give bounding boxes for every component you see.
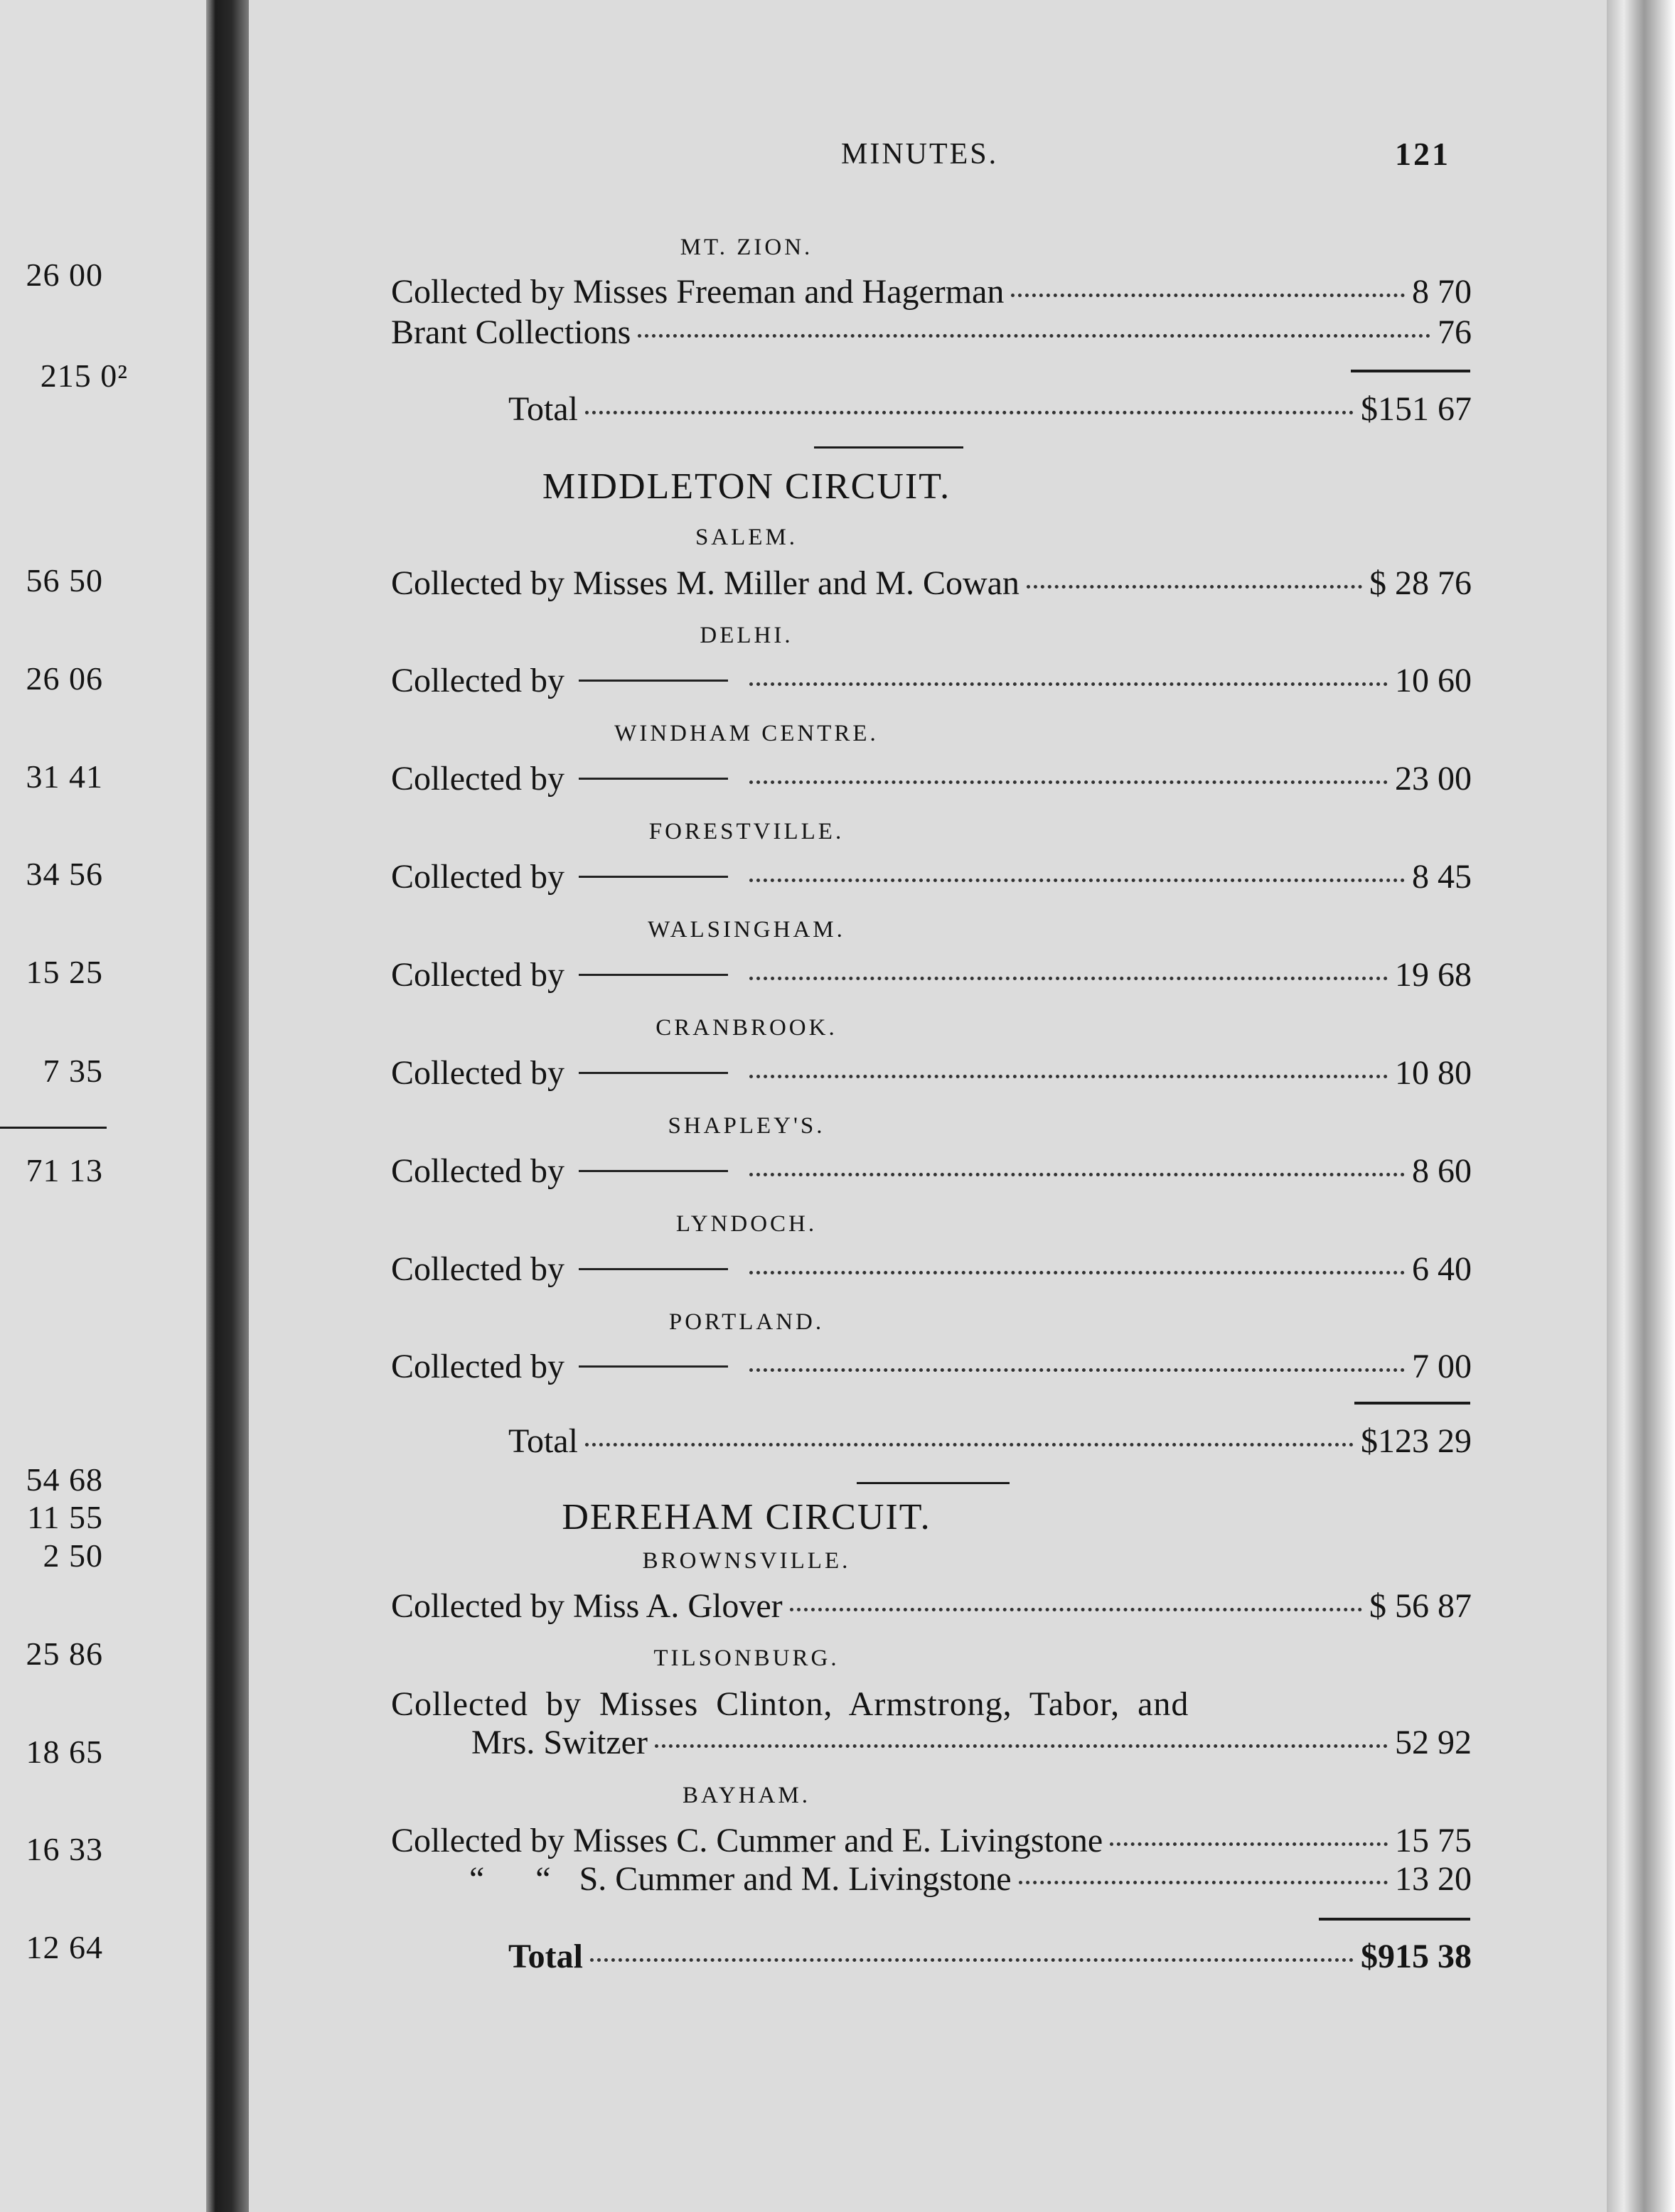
total-label: Total	[508, 1422, 578, 1460]
sum-rule	[1351, 370, 1470, 372]
place-heading: WINDHAM CENTRE.	[614, 721, 879, 746]
entry-label: Collected by Miss A. Glover	[391, 1587, 783, 1625]
leader-dots	[749, 682, 1388, 686]
entry-label: S. Cummer and M. Livingstone	[579, 1860, 1012, 1898]
sum-rule	[1319, 1918, 1470, 1921]
leader-dots	[749, 1173, 1405, 1176]
entry-amount: 23 00	[1395, 760, 1472, 798]
entry-amount: 76	[1438, 313, 1472, 351]
left-amount: 15 25	[26, 954, 103, 990]
blank-line	[579, 876, 728, 878]
entry-label: Collected by Misses Freeman and Hagerman	[391, 273, 1005, 311]
left-amount: 56 50	[26, 562, 103, 598]
place-heading: BROWNSVILLE.	[642, 1548, 851, 1574]
left-amount: 12 64	[26, 1929, 103, 1965]
leader-dots	[585, 411, 1354, 414]
entry-row	[391, 564, 1472, 603]
book-gutter	[206, 0, 249, 2212]
left-amount: 2 50	[43, 1537, 103, 1574]
leader-dots	[1110, 1842, 1388, 1846]
running-header: MINUTES.	[841, 138, 999, 171]
entry-label: Brant Collections	[391, 313, 631, 351]
left-amount: 26 00	[26, 257, 103, 293]
entry-row	[391, 1821, 1472, 1860]
left-amount: 215 0²	[40, 358, 128, 394]
leader-dots	[1011, 294, 1405, 297]
entry-label: Collected by	[391, 956, 564, 994]
place-heading: FORESTVILLE.	[648, 819, 845, 844]
leader-dots	[655, 1744, 1388, 1748]
sum-rule	[1354, 1402, 1470, 1405]
entry-amount: 52 92	[1395, 1724, 1472, 1761]
entry-amount: 8 60	[1412, 1152, 1472, 1190]
entry-row	[391, 1586, 1472, 1626]
total-amount: $915 38	[1361, 1938, 1472, 1975]
total-label: Total	[508, 390, 578, 428]
left-amount: 54 68	[26, 1461, 103, 1498]
leader-dots	[749, 977, 1388, 980]
page-edge	[1607, 0, 1675, 2212]
left-page-fragment	[0, 0, 206, 2212]
place-heading: WALSINGHAM.	[648, 917, 845, 943]
entry-row	[391, 1685, 1472, 1724]
section-separator	[857, 1482, 1010, 1484]
entry-label: Collected by	[391, 1054, 564, 1092]
left-amount: 11 55	[27, 1499, 103, 1535]
circuit-heading: DEREHAM CIRCUIT.	[562, 1497, 931, 1537]
left-amount: 7 35	[43, 1053, 103, 1089]
section-separator	[814, 446, 963, 449]
place-heading: CRANBROOK.	[655, 1015, 838, 1041]
leader-dots	[749, 1271, 1405, 1274]
leader-dots	[585, 1443, 1354, 1446]
total-row	[508, 390, 1472, 429]
place-heading: BAYHAM.	[683, 1783, 810, 1808]
entry-amount: 15 75	[1395, 1822, 1472, 1859]
entry-row	[391, 661, 1472, 700]
entry-label: Collected by	[391, 1152, 564, 1190]
total-amount: $151 67	[1361, 390, 1472, 428]
leader-dots	[1027, 585, 1362, 589]
left-amount: 16 33	[26, 1831, 103, 1867]
blank-line	[579, 1365, 728, 1368]
entry-amount: 19 68	[1395, 956, 1472, 994]
entry-label: Mrs. Switzer	[471, 1724, 648, 1761]
leader-dots	[749, 780, 1388, 784]
entry-row	[391, 857, 1472, 896]
entry-row	[391, 313, 1472, 352]
total-row	[508, 1422, 1472, 1461]
entry-label: Collected by Misses Clinton, Armstrong, Tabor, and	[391, 1685, 1189, 1723]
blank-line	[579, 1072, 728, 1074]
entry-row	[391, 272, 1472, 311]
entry-amount: 13 20	[1395, 1860, 1472, 1898]
left-amount: 31 41	[26, 758, 103, 795]
leader-dots	[790, 1608, 1362, 1611]
place-heading: SALEM.	[695, 525, 798, 550]
entry-amount: $ 56 87	[1369, 1587, 1472, 1625]
entry-label: Collected by	[391, 662, 564, 699]
entry-row	[391, 1151, 1472, 1191]
entry-label: Collected by	[391, 858, 564, 896]
entry-amount: $ 28 76	[1369, 564, 1472, 602]
leader-dots	[1019, 1881, 1388, 1884]
place-heading: SHAPLEY'S.	[668, 1113, 825, 1139]
left-amount: 25 86	[26, 1636, 103, 1672]
place-heading: TILSONBURG.	[653, 1645, 840, 1671]
place-heading: LYNDOCH.	[675, 1211, 818, 1237]
entry-label: Collected by Misses C. Cummer and E. Livingstone	[391, 1822, 1103, 1859]
entry-amount: 7 00	[1412, 1348, 1472, 1385]
blank-line	[579, 680, 728, 682]
entry-label: Collected by	[391, 760, 564, 798]
leader-dots	[749, 879, 1405, 882]
entry-amount: 10 60	[1395, 662, 1472, 699]
entry-label: Collected by	[391, 1348, 564, 1385]
total-row	[508, 1937, 1472, 1976]
total-amount: $123 29	[1361, 1422, 1472, 1460]
entry-label: Collected by Misses M. Miller and M. Cowan	[391, 564, 1020, 602]
place-heading: DELHI.	[700, 623, 793, 648]
left-amount: 71 13	[26, 1152, 103, 1188]
entry-row	[391, 1053, 1472, 1092]
entry-amount: 6 40	[1412, 1250, 1472, 1288]
blank-line	[579, 778, 728, 780]
place-heading: PORTLAND.	[668, 1309, 825, 1335]
ditto-marks: “ “	[469, 1860, 551, 1898]
place-heading: MT. ZION.	[680, 235, 813, 260]
entry-row	[391, 759, 1472, 798]
entry-row	[471, 1723, 1472, 1762]
entry-amount: 8 45	[1412, 858, 1472, 896]
circuit-heading: MIDDLETON CIRCUIT.	[542, 466, 951, 507]
blank-line	[579, 1170, 728, 1172]
leader-dots	[590, 1958, 1354, 1962]
left-amount: 34 56	[26, 856, 103, 892]
page-number: 121	[1395, 136, 1450, 172]
entry-row	[469, 1859, 1472, 1899]
leader-dots	[638, 334, 1430, 338]
entry-label: Collected by	[391, 1250, 564, 1288]
entry-row	[391, 1347, 1472, 1386]
leader-dots	[749, 1368, 1405, 1372]
left-amount: 26 06	[26, 660, 103, 697]
entry-row	[391, 1250, 1472, 1289]
blank-line	[579, 1268, 728, 1270]
leader-dots	[749, 1075, 1388, 1078]
entry-amount: 10 80	[1395, 1054, 1472, 1092]
entry-row	[391, 955, 1472, 994]
blank-line	[579, 974, 728, 976]
total-label: Total	[508, 1938, 583, 1975]
left-amount: 18 65	[26, 1734, 103, 1770]
entry-amount: 8 70	[1412, 273, 1472, 311]
